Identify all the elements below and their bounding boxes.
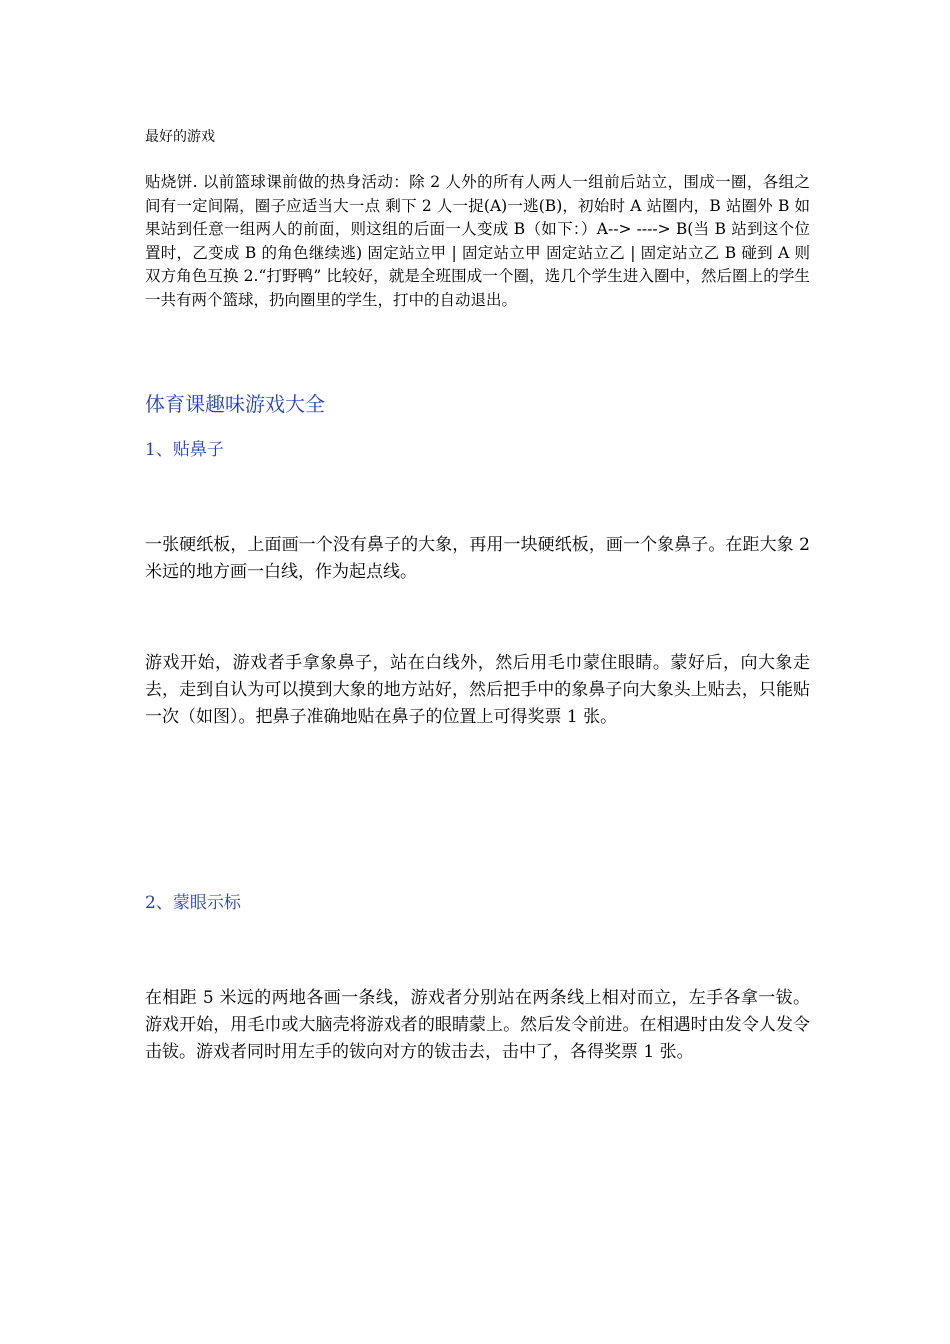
document-small-title: 最好的游戏 [145, 129, 215, 145]
section-2-paragraph-1: 在相距 5 米远的两地各画一条线，游戏者分别站在两条线上相对而立，左手各拿一钹。游戏开始，用毛巾或大脑壳将游戏者的眼睛蒙上。然后发令前进。在相遇时由发令人发令击钹。游戏者同时用左手的钹向对方的钹击去，击中了，各得奖票 1 张。 [145, 988, 810, 1062]
main-heading: 体育课趣味游戏大全 [145, 392, 325, 416]
intro-paragraph: 贴烧饼. 以前篮球课前做的热身活动：除 2 人外的所有人两人一组前后站立，围成一圈，各组之间有一定间隔，圈子应适当大一点 剩下 2 人一捉(A)一逃(B)，初始时 A 站圈内，B 站圈外 B 如果站到任意一组两人的前面，则这组的后面一人变成 B（如下：）A--> ----> B(当 B 站到这个位置时，乙变成 B 的角色继续逃) 固定站立甲 | 固定站立甲 固定站立乙 | 固定站立乙 B 碰到 A 则双方角色互换 2.“打野鸭” 比较好，就是全班围成一个圈，选几个学生进入圈中，然后圈上的学生一共有两个篮球，扔向圈里的学生，打中的自动退出。 [145, 173, 810, 309]
section-1-paragraph-1: 一张硬纸板，上面画一个没有鼻子的大象，再用一块硬纸板，画一个象鼻子。在距大象 2 米远的地方画一白线，作为起点线。 [145, 535, 810, 582]
section-heading-1: 1、贴鼻子 [145, 440, 224, 460]
section-heading-2: 2、蒙眼示标 [145, 893, 241, 913]
section-1-paragraph-2: 游戏开始，游戏者手拿象鼻子，站在白线外，然后用毛巾蒙住眼睛。蒙好后，向大象走去，走到自认为可以摸到大象的地方站好，然后把手中的象鼻子向大象头上贴去，只能贴一次（如图）。把鼻子准确地贴在鼻子的位置上可得奖票 1 张。 [145, 653, 810, 727]
